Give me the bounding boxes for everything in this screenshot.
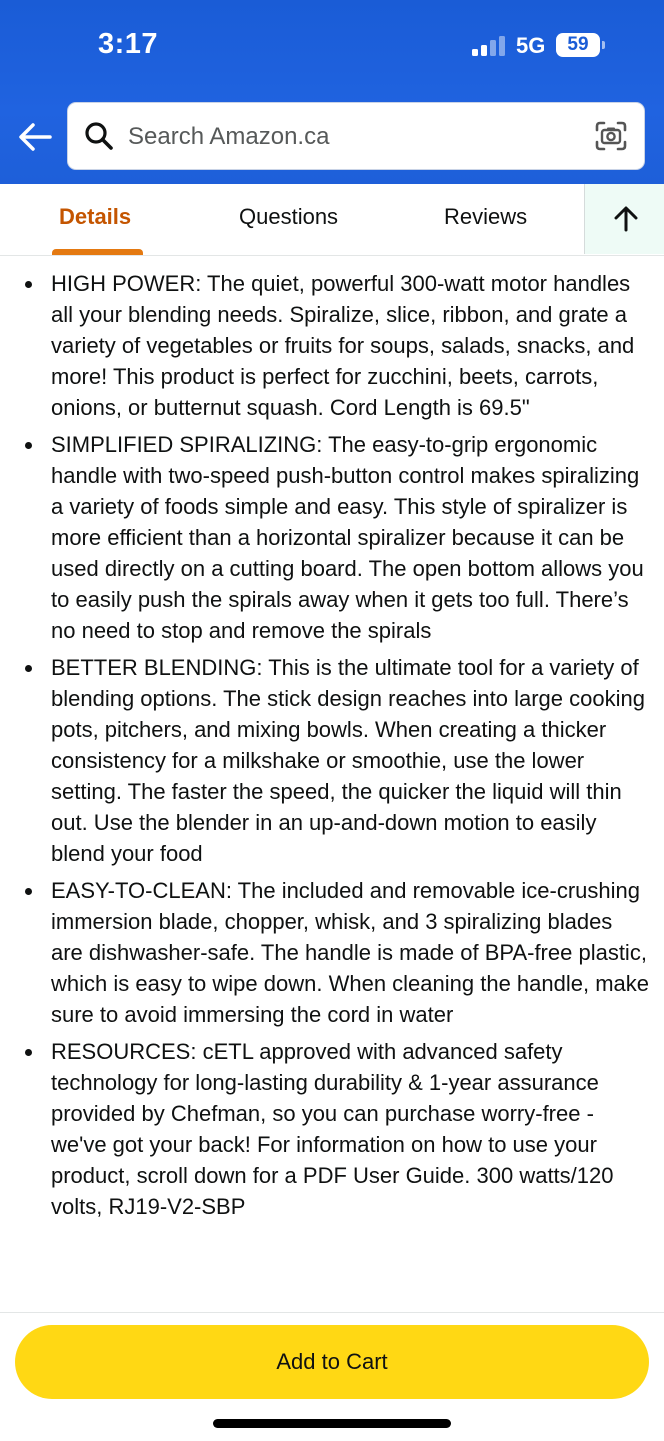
bottom-action-bar — [0, 1312, 664, 1441]
feature-bullet: BETTER BLENDING: This is the ultimate tool for a variety of blending options. The stick design reaches into large cooking pots, pitchers, and mixing bowls. When creating a thicker consistency for a milkshake or smoothie, use the lower setting. The faster the speed, the quicker the liquid will thin out. Use the blender in an up-and-down motion to easily blend your food — [0, 652, 650, 869]
tab-details[interactable]: Details — [59, 204, 132, 229]
status-time: 3:17 — [98, 28, 159, 60]
add-to-cart-button[interactable]: Add to Cart — [15, 1325, 649, 1399]
feature-bullet: EASY-TO-CLEAN: The included and removable ice-crushing immersion blade, chopper, whisk, and 3 spiralizing blades are dishwasher-safe. The handle is made of BPA-free plastic, which is easy to wipe down. When cleaning the handle, make sure to avoid immersing the cord in water — [0, 875, 650, 1030]
product-details — [0, 256, 664, 1312]
search-icon — [84, 121, 114, 151]
search-input[interactable] — [126, 117, 570, 157]
camera-icon[interactable] — [594, 120, 628, 152]
tab-reviews[interactable]: Reviews — [444, 204, 528, 229]
scroll-to-top-arrow-icon — [613, 206, 639, 232]
feature-bullets — [0, 268, 664, 1228]
active-tab-indicator — [52, 249, 143, 255]
scroll-to-top-button[interactable] — [584, 184, 664, 254]
network-label: 5G — [516, 33, 546, 58]
battery-icon: 59 — [556, 33, 600, 57]
app-header — [0, 0, 664, 184]
feature-bullet: HIGH POWER: The quiet, powerful 300-watt motor handles all your blending needs. Spiralize, slice, ribbon, and grate a variety of vegetables or fruits for soups, salads, snacks, and more! This product is perfect for zucchini, beets, carrots, onions, or butternut squash. Cord Length is 69.5" — [0, 268, 650, 423]
feature-bullet: SIMPLIFIED SPIRALIZING: The easy-to-grip ergonomic handle with two-speed push-button control makes spiralizing a variety of foods simple and easy. This style of spiralizer is more efficient than a horizontal spiralizer because it can be used directly on a cutting board. The open bottom allows you to easily push the spirals away when it gets too full. There’s no need to stop and remove the spirals — [0, 429, 650, 646]
signal-icon — [472, 36, 506, 56]
home-indicator — [213, 1419, 451, 1428]
tab-questions[interactable]: Questions — [239, 204, 339, 229]
battery-tip — [602, 41, 605, 49]
feature-bullet: RESOURCES: cETL approved with advanced safety technology for long-lasting durability & 1-year assurance provided by Chefman, so you can purchase worry-free - we've got your back! For information on how to use your product, scroll down for a PDF User Guide. 300 watts/120 volts, RJ19-V2-SBP — [0, 1036, 650, 1222]
search-bar[interactable] — [68, 103, 644, 169]
back-arrow-icon[interactable] — [14, 116, 56, 158]
product-tabs — [0, 184, 664, 256]
